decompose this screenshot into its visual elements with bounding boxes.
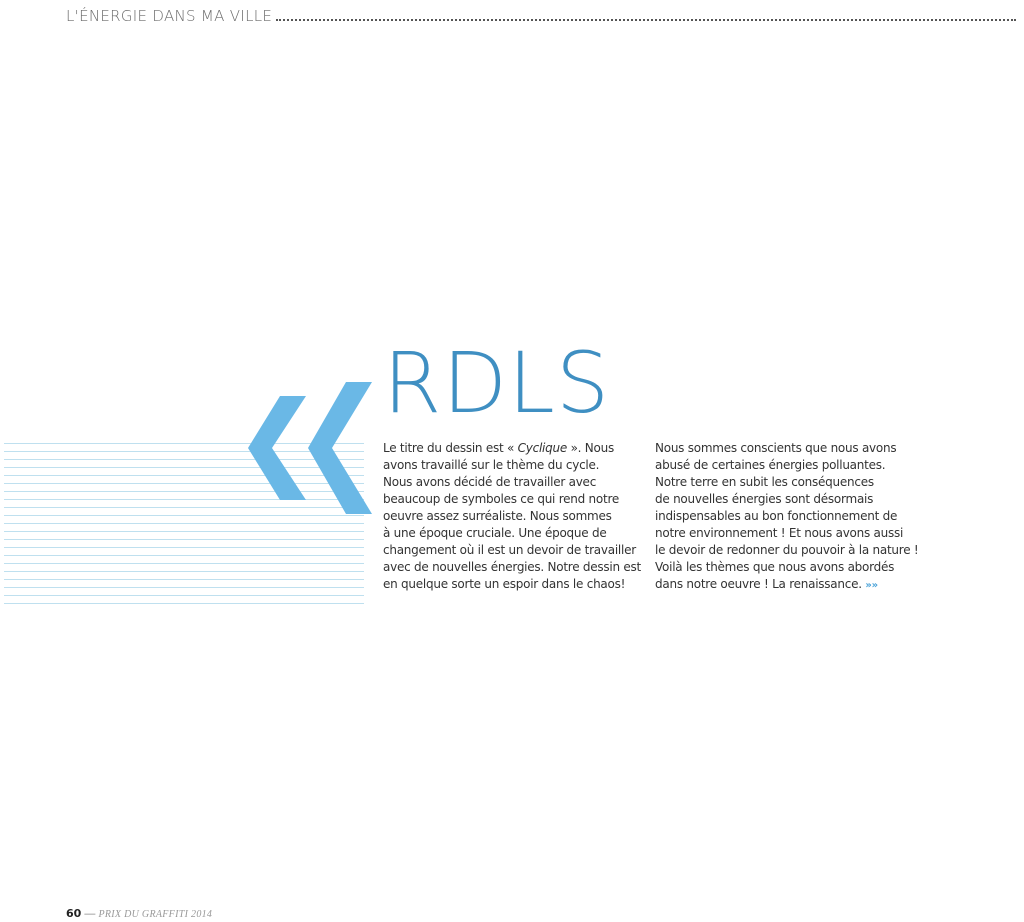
text-line: changement où il est un devoir de travailler: [383, 543, 636, 557]
article-title: RDLS: [383, 334, 611, 432]
publication-name: PRIX DU GRAFFITI 2014: [98, 909, 213, 920]
text-line: Nous sommes conscients que nous avons: [655, 441, 897, 455]
page-number: 60: [66, 907, 82, 920]
text-column-left: [383, 440, 643, 593]
footer-separator: —: [84, 908, 96, 920]
text-line: dans notre oeuvre ! La renaissance. »»: [655, 577, 878, 591]
text-line: en quelque sorte un espoir dans le chaos!: [383, 577, 626, 591]
text-line: de nouvelles énergies sont désormais: [655, 492, 874, 506]
text-line: avec de nouvelles énergies. Notre dessin est: [383, 560, 642, 574]
drawing-title: Cyclique: [517, 441, 567, 455]
text-line: à une époque cruciale. Une époque de: [383, 526, 607, 540]
text-column-right: [655, 440, 919, 594]
text-line: notre environnement ! Et nous avons aussi: [655, 526, 904, 540]
text-line: Le titre du dessin est « Cyclique ». Nous: [383, 441, 614, 455]
text-line: indispensables au bon fonctionnement de: [655, 509, 898, 523]
page-footer: [66, 907, 212, 922]
text-line: oeuvre assez surréaliste. Nous sommes: [383, 509, 612, 523]
dotted-leader: [276, 19, 1016, 21]
text-line: Voilà les thèmes que nous avons abordés: [655, 560, 895, 574]
text-line: le devoir de redonner du pouvoir à la nature !: [655, 543, 919, 557]
text-line: avons travaillé sur le thème du cycle.: [383, 458, 600, 472]
text-line: Notre terre en subit les conséquences: [655, 475, 874, 489]
end-of-article-icon: »»: [865, 580, 878, 591]
section-header: [66, 6, 1016, 24]
text-line: beaucoup de symboles ce qui rend notre: [383, 492, 619, 506]
text-line: Nous avons décidé de travailler avec: [383, 475, 597, 489]
opening-quote-icon: [248, 382, 374, 514]
section-title: L'ÉNERGIE DANS MA VILLE: [66, 7, 273, 25]
text-line: abusé de certaines énergies polluantes.: [655, 458, 886, 472]
